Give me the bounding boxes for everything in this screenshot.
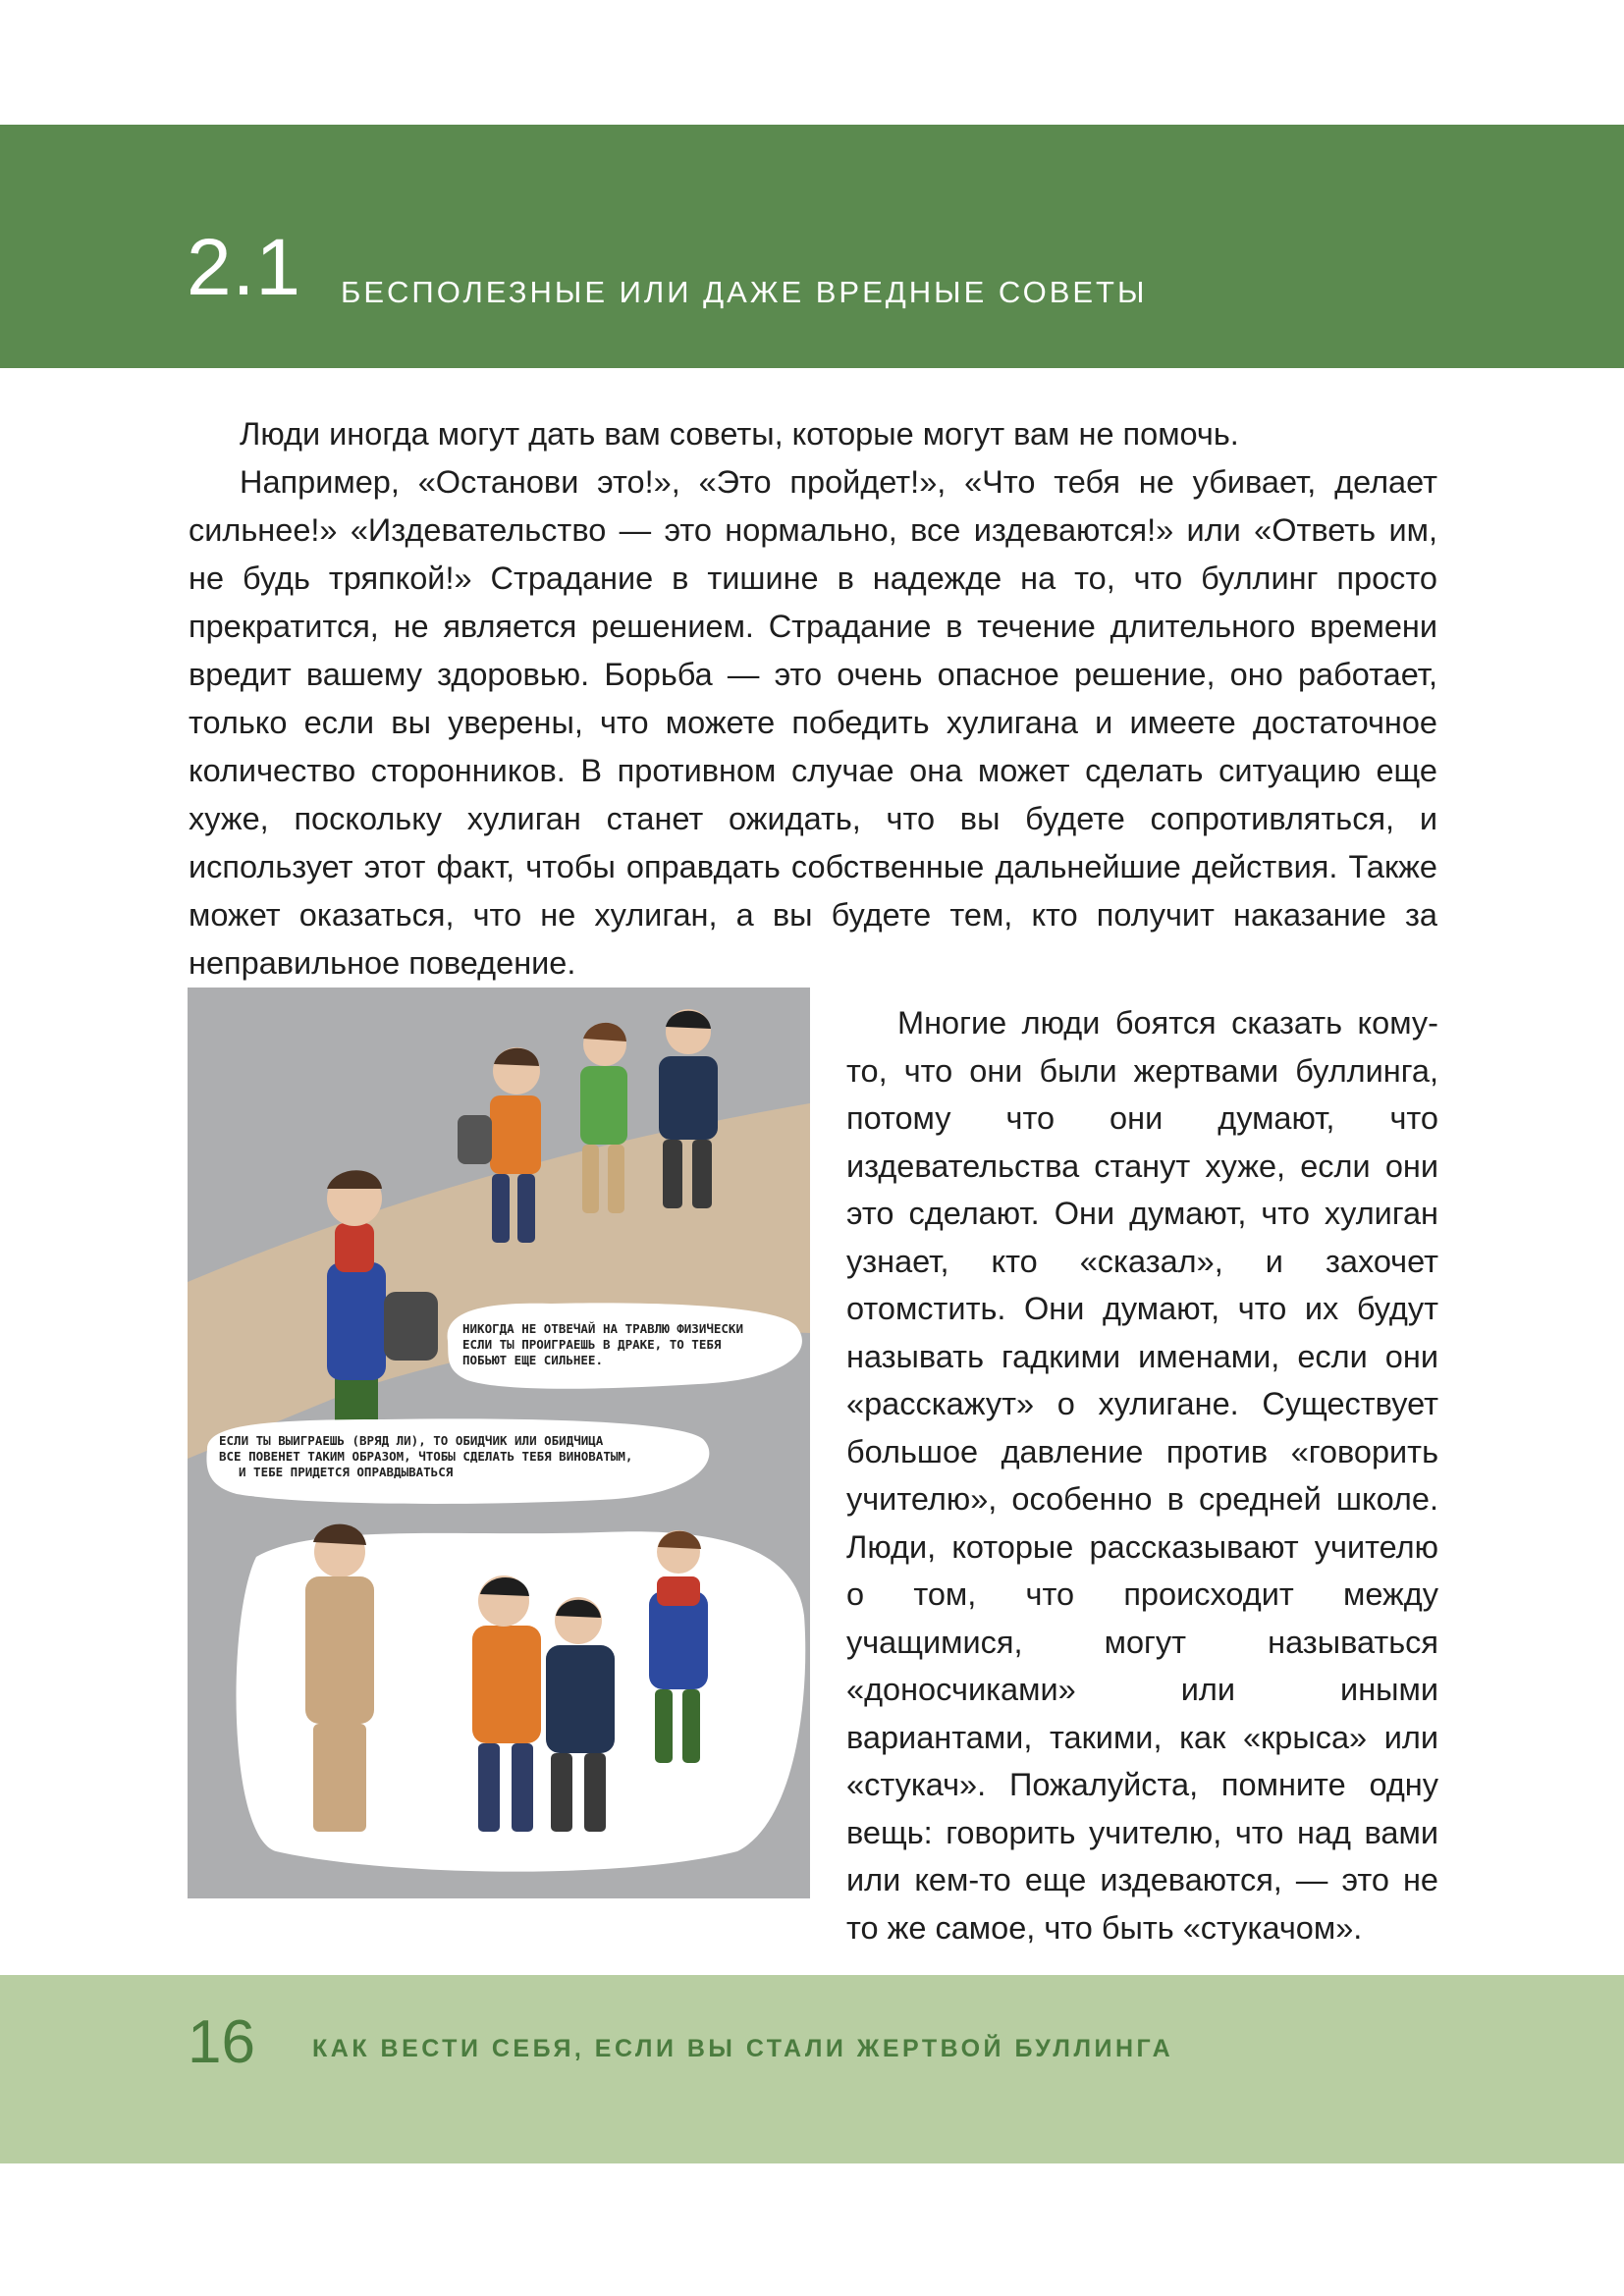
speech-bubble-1 (448, 1303, 802, 1388)
bubble-2-line-3: И ТЕБЕ ПРИДЕТСЯ ОПРАВДЫВАТЬСЯ (239, 1465, 454, 1479)
bubble-1-line-1: НИКОГДА НЕ ОТВЕЧАЙ НА ТРАВЛЮ ФИЗИЧЕСКИ (462, 1321, 743, 1336)
group-of-boys (458, 1009, 718, 1243)
chapter-number: 2.1 (187, 223, 301, 312)
intro-text (189, 410, 1437, 988)
bubble-1-line-2: ЕСЛИ ТЫ ПРОИГРАЕШЬ В ДРАКЕ, ТО ТЕБЯ (462, 1337, 722, 1352)
side-text (846, 999, 1438, 1951)
bubble-2-line-2: ВСЕ ПОВЕНЕТ ТАКИМ ОБРАЗОМ, ЧТОБЫ СДЕЛАТЬ ТЕБЯ ВИНОВАТЫМ, (219, 1449, 633, 1464)
bubble-1-line-3: ПОБЬЮТ ЕЩЕ СИЛЬНЕЕ. (462, 1353, 603, 1367)
side-paragraph: Многие люди боятся сказать кому-то, что они были жертвами буллинга, потому что они думают, что издевательства станут хуже, если они это сделают. Они думают, что хулиган узнает, кто «сказал», и захочет отомстить. Они думают, что их будут называть гадкими именами, если они «расскажут» о хулигане. Существует большое давление против «говорить учителю», особенно в средней школе. Люди, которые рассказывают учителю о том, что происходит между учащимися, могут называться «доносчиками» или иными вариантами, такими, как «крыса» или «стукач». Пожалуйста, помните одну вещь: говорить учителю, что над вами или кем-то еще издеваются, — это не то же самое, что быть «стукачом». (846, 1005, 1438, 1946)
chapter-title: БЕСПОЛЕЗНЫЕ ИЛИ ДАЖЕ ВРЕДНЫЕ СОВЕТЫ (341, 275, 1148, 309)
intro-paragraph-2: Например, «Останови это!», «Это пройдет!», «Что тебя не убивает, делает сильнее!» «Издевательство — это нормально, все издеваются!» или «Ответь им, не будь тряпкой!» Страдание в тишине в надежде на то, что буллинг просто прекратится, не является решением. Страдание в течение длительного времени вредит вашему здоровью. Борьба — это очень опасное решение, оно работает, только если вы уверены, что можете победить хулигана и имеете достаточное количество сторонников. В противном случае она может сделать ситуацию еще хуже, поскольку хулиган станет ожидать, что вы будете сопротивляться, и использует этот факт, чтобы оправдать собственные дальнейшие действия. Также может оказаться, что не хулиган, а вы будете тем, кто получит наказание за неправильное поведение. (189, 464, 1437, 981)
intro-paragraph-1: Люди иногда могут дать вам советы, которые могут вам не помочь. (240, 416, 1239, 452)
running-title: КАК ВЕСТИ СЕБЯ, ЕСЛИ ВЫ СТАЛИ ЖЕРТВОЙ БУЛЛИНГА (312, 2035, 1174, 2062)
bubble-2-line-1: ЕСЛИ ТЫ ВЫИГРАЕШЬ (ВРЯД ЛИ), ТО ОБИДЧИК ИЛИ ОБИДЧИЦА (219, 1433, 604, 1448)
page-number: 16 (188, 2008, 255, 2076)
speech-bubble-2 (206, 1418, 709, 1504)
comic-illustration (188, 988, 810, 1898)
